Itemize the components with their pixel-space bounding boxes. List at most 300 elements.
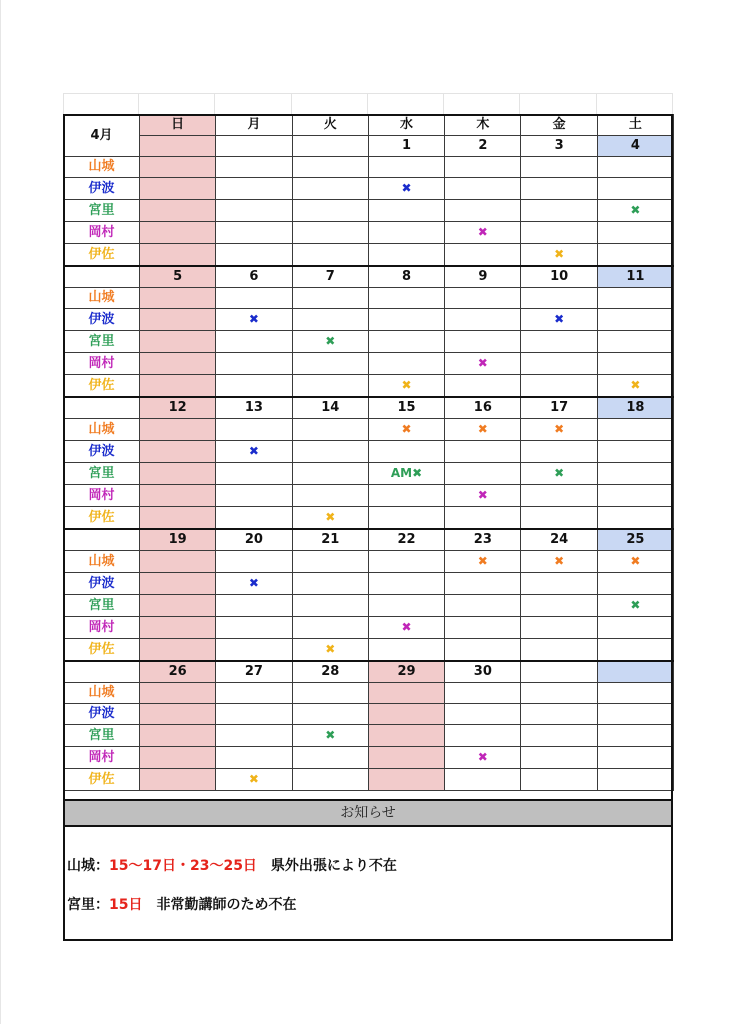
staff-row xyxy=(64,747,674,769)
date-row xyxy=(64,136,674,157)
schedule-cell xyxy=(445,639,521,662)
absence-mark: ✖ xyxy=(325,510,336,524)
absence-mark: ✖ xyxy=(630,203,641,217)
staff-row xyxy=(64,725,674,747)
date-cell: 16 xyxy=(445,397,521,419)
schedule-cell xyxy=(597,617,673,639)
staff-row xyxy=(64,463,674,485)
schedule-cell xyxy=(521,507,597,530)
schedule-cell xyxy=(292,595,368,617)
schedule-cell xyxy=(445,157,521,178)
schedule-cell xyxy=(140,639,216,662)
schedule-cell xyxy=(216,178,292,200)
schedule-cell xyxy=(521,331,597,353)
schedule-cell xyxy=(216,222,292,244)
date-cell: 28 xyxy=(292,661,368,683)
notice-name: 宮里 xyxy=(67,897,95,913)
absence-mark: ✖ xyxy=(248,772,259,786)
absence-mark: ✖ xyxy=(248,576,259,590)
notice-name: 山城 xyxy=(67,858,95,874)
staff-name: 伊佐 xyxy=(64,507,140,530)
staff-name: 伊波 xyxy=(64,573,140,595)
schedule-cell xyxy=(292,157,368,178)
absence-mark: ✖ xyxy=(554,312,565,326)
schedule-cell xyxy=(521,639,597,662)
date-row-blank xyxy=(64,266,140,288)
schedule-cell xyxy=(140,178,216,200)
schedule-cell xyxy=(445,244,521,267)
schedule-cell xyxy=(597,222,673,244)
schedule-cell xyxy=(216,595,292,617)
schedule-cell xyxy=(140,309,216,331)
date-cell: 4 xyxy=(597,136,673,157)
schedule-cell xyxy=(597,244,673,267)
schedule-cell xyxy=(292,178,368,200)
date-cell xyxy=(216,136,292,157)
schedule-cell xyxy=(216,725,292,747)
schedule-cell xyxy=(597,178,673,200)
schedule-cell xyxy=(292,441,368,463)
schedule-cell xyxy=(521,617,597,639)
schedule-cell xyxy=(597,375,673,398)
schedule-cell xyxy=(368,639,444,662)
notice-sep: ： xyxy=(95,897,109,913)
date-cell xyxy=(140,136,216,157)
date-cell: 1 xyxy=(368,136,444,157)
schedule-cell xyxy=(521,725,597,747)
schedule-cell xyxy=(216,309,292,331)
staff-name: 伊佐 xyxy=(64,375,140,398)
schedule-cell xyxy=(445,441,521,463)
schedule-cell xyxy=(368,725,444,747)
schedule-cell xyxy=(521,222,597,244)
month-label: 4月 xyxy=(64,115,140,157)
schedule-cell xyxy=(597,747,673,769)
staff-row xyxy=(64,157,674,178)
schedule-cell xyxy=(521,463,597,485)
schedule-cell xyxy=(140,573,216,595)
staff-row xyxy=(64,441,674,463)
header-spacer-row xyxy=(63,93,673,114)
schedule-cell xyxy=(445,704,521,725)
schedule-cell xyxy=(292,200,368,222)
notice-line-yamashiro xyxy=(67,855,397,875)
schedule-cell xyxy=(597,309,673,331)
staff-row xyxy=(64,769,674,791)
schedule-cell xyxy=(292,463,368,485)
schedule-cell xyxy=(445,463,521,485)
schedule-cell xyxy=(521,353,597,375)
schedule-cell xyxy=(597,704,673,725)
schedule-cell xyxy=(445,725,521,747)
date-cell: 14 xyxy=(292,397,368,419)
staff-row xyxy=(64,573,674,595)
absence-mark: ✖ xyxy=(401,181,412,195)
schedule-cell xyxy=(216,551,292,573)
staff-name: 山城 xyxy=(64,288,140,309)
schedule-cell xyxy=(597,419,673,441)
schedule-cell xyxy=(216,288,292,309)
schedule-cell xyxy=(597,507,673,530)
weekday-6: 土 xyxy=(597,115,673,136)
absence-mark: ✖ xyxy=(325,334,336,348)
schedule-cell xyxy=(445,683,521,704)
schedule-cell xyxy=(292,309,368,331)
schedule-cell xyxy=(445,375,521,398)
schedule-cell xyxy=(216,157,292,178)
date-cell xyxy=(292,136,368,157)
schedule-cell xyxy=(521,683,597,704)
schedule-cell xyxy=(597,463,673,485)
staff-row xyxy=(64,683,674,704)
schedule-cell xyxy=(521,178,597,200)
schedule-cell xyxy=(292,704,368,725)
absence-mark: ✖ xyxy=(554,554,565,568)
schedule-cell xyxy=(292,573,368,595)
weekday-header-row xyxy=(64,115,674,136)
absence-mark: ✖ xyxy=(401,620,412,634)
schedule-cell xyxy=(521,200,597,222)
schedule-cell xyxy=(597,441,673,463)
schedule-cell xyxy=(368,573,444,595)
schedule-cell xyxy=(292,244,368,267)
date-cell: 18 xyxy=(597,397,673,419)
staff-name: 宮里 xyxy=(64,331,140,353)
date-cell: 15 xyxy=(368,397,444,419)
schedule-cell xyxy=(445,222,521,244)
schedule-cell xyxy=(368,551,444,573)
date-cell xyxy=(521,661,597,683)
staff-name: 宮里 xyxy=(64,725,140,747)
schedule-cell xyxy=(140,375,216,398)
schedule-cell xyxy=(140,441,216,463)
date-cell: 30 xyxy=(445,661,521,683)
absence-mark: ✖ xyxy=(477,488,488,502)
staff-row xyxy=(64,309,674,331)
absence-mark: ✖ xyxy=(401,378,412,392)
schedule-cell xyxy=(140,288,216,309)
staff-name: 伊波 xyxy=(64,704,140,725)
staff-row xyxy=(64,507,674,530)
staff-name: 岡村 xyxy=(64,222,140,244)
notice-dates: 15日 xyxy=(109,897,143,913)
schedule-cell xyxy=(140,485,216,507)
schedule-cell xyxy=(216,639,292,662)
absence-mark: ✖ xyxy=(477,356,488,370)
schedule-cell xyxy=(368,441,444,463)
schedule-cell xyxy=(521,309,597,331)
schedule-cell xyxy=(521,244,597,267)
schedule-cell xyxy=(216,573,292,595)
absence-mark: ✖ xyxy=(630,598,641,612)
date-cell: 7 xyxy=(292,266,368,288)
schedule-cell xyxy=(368,617,444,639)
schedule-cell xyxy=(445,769,521,791)
schedule-cell xyxy=(368,747,444,769)
schedule-cell xyxy=(292,419,368,441)
date-cell: 6 xyxy=(216,266,292,288)
schedule-cell xyxy=(140,507,216,530)
schedule-cell xyxy=(140,683,216,704)
date-cell: 22 xyxy=(368,529,444,551)
schedule-cell xyxy=(445,747,521,769)
schedule-cell xyxy=(597,725,673,747)
schedule-cell xyxy=(368,178,444,200)
staff-name: 宮里 xyxy=(64,463,140,485)
date-cell: 25 xyxy=(597,529,673,551)
staff-name: 伊佐 xyxy=(64,639,140,662)
schedule-cell xyxy=(368,485,444,507)
schedule-cell xyxy=(216,200,292,222)
schedule-cell xyxy=(292,222,368,244)
staff-name: 岡村 xyxy=(64,485,140,507)
date-cell: 17 xyxy=(521,397,597,419)
schedule-cell xyxy=(216,683,292,704)
schedule-cell xyxy=(521,595,597,617)
schedule-cell xyxy=(292,747,368,769)
staff-row xyxy=(64,178,674,200)
schedule-cell xyxy=(445,331,521,353)
schedule-cell xyxy=(597,485,673,507)
absence-mark: ✖ xyxy=(554,247,565,261)
staff-name: 伊佐 xyxy=(64,244,140,267)
schedule-cell xyxy=(292,617,368,639)
schedule-cell xyxy=(140,704,216,725)
schedule-cell xyxy=(140,331,216,353)
staff-name: 岡村 xyxy=(64,747,140,769)
absence-mark: ✖ xyxy=(554,466,565,480)
schedule-cell xyxy=(445,507,521,530)
schedule-cell xyxy=(445,419,521,441)
staff-row xyxy=(64,200,674,222)
schedule-cell xyxy=(597,200,673,222)
staff-row xyxy=(64,551,674,573)
schedule-cell xyxy=(140,157,216,178)
schedule-cell xyxy=(521,288,597,309)
schedule-cell xyxy=(292,683,368,704)
staff-name: 山城 xyxy=(64,419,140,441)
schedule-cell xyxy=(216,244,292,267)
schedule-cell xyxy=(368,331,444,353)
schedule-cell xyxy=(445,200,521,222)
schedule-cell xyxy=(292,551,368,573)
weekday-5: 金 xyxy=(521,115,597,136)
staff-row xyxy=(64,331,674,353)
schedule-cell xyxy=(597,683,673,704)
schedule-cell xyxy=(597,769,673,791)
date-row xyxy=(64,397,674,419)
schedule-cell xyxy=(292,639,368,662)
absence-mark: ✖ xyxy=(630,378,641,392)
date-row xyxy=(64,266,674,288)
notice-dates: 15～17日・23～25日 xyxy=(109,858,257,874)
date-cell: 2 xyxy=(445,136,521,157)
schedule-cell xyxy=(368,200,444,222)
schedule-cell xyxy=(216,507,292,530)
date-row xyxy=(64,661,674,683)
schedule-cell xyxy=(445,595,521,617)
date-cell: 20 xyxy=(216,529,292,551)
schedule-cell xyxy=(140,769,216,791)
absence-mark: ✖ xyxy=(248,312,259,326)
schedule-cell xyxy=(521,747,597,769)
absence-mark: ✖ xyxy=(401,422,412,436)
schedule-cell xyxy=(521,573,597,595)
calendar-table xyxy=(63,114,674,791)
schedule-cell xyxy=(445,573,521,595)
staff-name: 伊波 xyxy=(64,178,140,200)
date-cell: 9 xyxy=(445,266,521,288)
staff-name: 山城 xyxy=(64,683,140,704)
staff-name: 伊佐 xyxy=(64,769,140,791)
schedule-cell xyxy=(216,704,292,725)
date-cell: 26 xyxy=(140,661,216,683)
schedule-cell xyxy=(292,725,368,747)
schedule-cell xyxy=(216,747,292,769)
schedule-cell xyxy=(597,639,673,662)
schedule-cell xyxy=(368,419,444,441)
staff-row xyxy=(64,595,674,617)
schedule-cell xyxy=(216,485,292,507)
weekday-1: 月 xyxy=(216,115,292,136)
schedule-cell xyxy=(216,617,292,639)
absence-mark: ✖ xyxy=(325,728,336,742)
schedule-cell xyxy=(521,704,597,725)
schedule-cell xyxy=(216,353,292,375)
date-cell: 5 xyxy=(140,266,216,288)
date-cell: 29 xyxy=(368,661,444,683)
schedule-cell xyxy=(140,419,216,441)
staff-name: 伊波 xyxy=(64,441,140,463)
weekday-2: 火 xyxy=(292,115,368,136)
notice-text: 県外出張により不在 xyxy=(256,858,397,874)
staff-row xyxy=(64,485,674,507)
schedule-cell xyxy=(521,551,597,573)
schedule-cell xyxy=(216,419,292,441)
date-cell: 3 xyxy=(521,136,597,157)
schedule-cell xyxy=(140,551,216,573)
schedule-cell xyxy=(445,617,521,639)
staff-row xyxy=(64,244,674,267)
schedule-cell xyxy=(521,485,597,507)
date-row-blank xyxy=(64,397,140,419)
staff-name: 山城 xyxy=(64,157,140,178)
schedule-cell xyxy=(597,551,673,573)
schedule-cell xyxy=(368,507,444,530)
schedule-cell xyxy=(292,769,368,791)
date-cell: 19 xyxy=(140,529,216,551)
schedule-cell xyxy=(140,595,216,617)
absence-mark: ✖ xyxy=(477,554,488,568)
schedule-cell xyxy=(216,463,292,485)
date-cell: 23 xyxy=(445,529,521,551)
schedule-cell xyxy=(368,595,444,617)
date-row-blank xyxy=(64,661,140,683)
weekday-3: 水 xyxy=(368,115,444,136)
schedule-cell xyxy=(292,485,368,507)
date-cell xyxy=(597,661,673,683)
date-row xyxy=(64,529,674,551)
date-cell: 8 xyxy=(368,266,444,288)
schedule-cell xyxy=(140,617,216,639)
schedule-cell xyxy=(216,441,292,463)
date-cell: 27 xyxy=(216,661,292,683)
schedule-cell xyxy=(216,331,292,353)
schedule-cell xyxy=(445,288,521,309)
date-cell: 11 xyxy=(597,266,673,288)
notice-text: 非常勤講師のため不在 xyxy=(142,897,297,913)
staff-row xyxy=(64,639,674,662)
schedule-cell xyxy=(368,222,444,244)
schedule-cell xyxy=(597,157,673,178)
schedule-cell xyxy=(368,244,444,267)
schedule-cell xyxy=(140,463,216,485)
schedule-cell xyxy=(445,309,521,331)
schedule-cell xyxy=(445,485,521,507)
absence-mark: ✖ xyxy=(325,642,336,656)
schedule-cell xyxy=(368,309,444,331)
staff-name: 山城 xyxy=(64,551,140,573)
absence-mark: ✖ xyxy=(477,750,488,764)
staff-name: 岡村 xyxy=(64,617,140,639)
staff-row xyxy=(64,704,674,725)
schedule-cell xyxy=(292,331,368,353)
schedule-cell xyxy=(292,507,368,530)
absence-mark: ✖ xyxy=(248,444,259,458)
schedule-cell xyxy=(140,222,216,244)
date-cell: 24 xyxy=(521,529,597,551)
schedule-cell xyxy=(368,375,444,398)
schedule-cell xyxy=(597,595,673,617)
date-row-blank xyxy=(64,529,140,551)
staff-name: 伊波 xyxy=(64,309,140,331)
schedule-cell xyxy=(445,353,521,375)
staff-name: 宮里 xyxy=(64,200,140,222)
schedule-cell xyxy=(140,200,216,222)
schedule-cell xyxy=(292,288,368,309)
schedule-cell xyxy=(597,573,673,595)
schedule-cell xyxy=(445,551,521,573)
schedule-cell xyxy=(597,288,673,309)
schedule-cell xyxy=(521,769,597,791)
schedule-cell xyxy=(368,353,444,375)
absence-mark: ✖ xyxy=(630,554,641,568)
schedule-cell xyxy=(292,375,368,398)
staff-row xyxy=(64,222,674,244)
schedule-cell xyxy=(140,244,216,267)
schedule-cell xyxy=(368,463,444,485)
date-cell: 10 xyxy=(521,266,597,288)
schedule-cell xyxy=(445,178,521,200)
schedule-cell xyxy=(368,769,444,791)
absence-mark: AM✖ xyxy=(390,466,423,480)
schedule-cell xyxy=(216,769,292,791)
schedule-cell xyxy=(368,704,444,725)
schedule-cell xyxy=(368,683,444,704)
notice-sep: ： xyxy=(95,858,109,874)
schedule-cell xyxy=(368,157,444,178)
schedule-cell xyxy=(597,331,673,353)
schedule-cell xyxy=(521,375,597,398)
schedule-cell xyxy=(140,353,216,375)
weekday-4: 木 xyxy=(445,115,521,136)
staff-row xyxy=(64,419,674,441)
schedule-cell xyxy=(521,157,597,178)
schedule-cell xyxy=(597,353,673,375)
absence-mark: ✖ xyxy=(554,422,565,436)
staff-row xyxy=(64,375,674,398)
schedule-cell xyxy=(140,747,216,769)
